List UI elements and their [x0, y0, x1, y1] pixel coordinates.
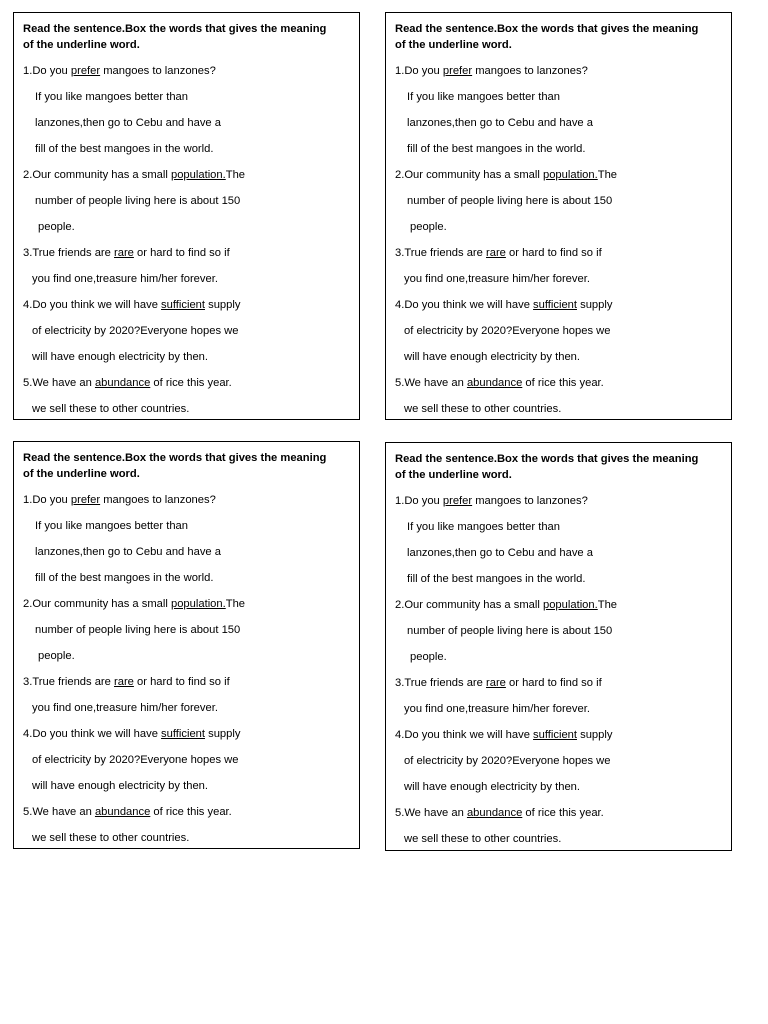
question-1: [395, 488, 731, 592]
question-5: [23, 799, 359, 851]
question-4-line-3: will have enough electricity by then.: [404, 781, 580, 793]
question-1-line-2: If you like mangoes better than: [35, 520, 188, 532]
question-2: [23, 162, 359, 240]
question-4: [395, 722, 731, 800]
question-1-line-4: fill of the best mangoes in the world.: [35, 572, 214, 584]
question-2-line-1: 2.Our community has a small population.The: [395, 169, 618, 181]
question-2-line-2: number of people living here is about 150: [35, 624, 241, 636]
question-1: [23, 487, 359, 591]
question-3: [395, 240, 731, 292]
instruction-line-2: of the underline word.: [395, 39, 512, 51]
worksheet-card-bottom-right: [385, 442, 732, 851]
underlined-word-population: population.: [542, 599, 598, 611]
underlined-word-abundance: abundance: [94, 377, 151, 389]
question-5-line-2: we sell these to other countries.: [32, 832, 190, 844]
underlined-word-prefer: prefer: [442, 495, 473, 507]
underlined-word-rare: rare: [114, 247, 134, 259]
question-5-line-2: we sell these to other countries.: [404, 833, 562, 845]
instruction-line-1: Read the sentence.Box the words that gives the meaning: [23, 452, 327, 464]
question-1-line-3: lanzones,then go to Cebu and have a: [35, 117, 221, 129]
question-5: [395, 370, 731, 422]
underlined-word-population: population.: [542, 169, 598, 181]
question-5-line-1: 5.We have an abundance of rice this year.: [395, 807, 604, 819]
question-1-line-4: fill of the best mangoes in the world.: [407, 143, 586, 155]
question-3-line-2: you find one,treasure him/her forever.: [32, 273, 218, 285]
underlined-word-sufficient: sufficient: [533, 299, 577, 311]
underlined-word-abundance: abundance: [466, 807, 523, 819]
question-1-line-2: If you like mangoes better than: [407, 521, 560, 533]
question-1-line-4: fill of the best mangoes in the world.: [407, 573, 586, 585]
question-1-line-3: lanzones,then go to Cebu and have a: [407, 117, 593, 129]
question-2-line-3: people.: [410, 221, 447, 233]
question-5-line-1: 5.We have an abundance of rice this year.: [23, 377, 232, 389]
underlined-word-rare: rare: [486, 247, 506, 259]
question-1-line-3: lanzones,then go to Cebu and have a: [35, 546, 221, 558]
question-4-line-2: of electricity by 2020?Everyone hopes we: [404, 755, 611, 767]
underlined-word-rare: rare: [486, 677, 506, 689]
question-1-line-1: 1.Do you prefer mangoes to lanzones?: [395, 495, 588, 507]
question-4: [23, 721, 359, 799]
question-4-line-2: of electricity by 2020?Everyone hopes we: [404, 325, 611, 337]
question-4: [23, 292, 359, 370]
instruction-line-2: of the underline word.: [23, 468, 140, 480]
question-1-line-1: 1.Do you prefer mangoes to lanzones?: [23, 65, 216, 77]
question-2-line-2: number of people living here is about 150: [407, 195, 613, 207]
underlined-word-prefer: prefer: [70, 65, 101, 77]
question-4-line-2: of electricity by 2020?Everyone hopes we: [32, 754, 239, 766]
question-2-line-3: people.: [410, 651, 447, 663]
worksheet-card-top-left: [13, 12, 360, 420]
question-1-line-4: fill of the best mangoes in the world.: [35, 143, 214, 155]
question-1-line-1: 1.Do you prefer mangoes to lanzones?: [395, 65, 588, 77]
question-3-line-2: you find one,treasure him/her forever.: [404, 703, 590, 715]
underlined-word-population: population.: [170, 169, 226, 181]
question-1-line-2: If you like mangoes better than: [407, 91, 560, 103]
question-4-line-3: will have enough electricity by then.: [32, 780, 208, 792]
underlined-word-abundance: abundance: [466, 377, 523, 389]
worksheet-card-bottom-left: [13, 441, 360, 849]
question-2: [395, 592, 731, 670]
instruction-line-2: of the underline word.: [23, 39, 140, 51]
question-5-line-1: 5.We have an abundance of rice this year.: [23, 806, 232, 818]
underlined-word-sufficient: sufficient: [161, 728, 205, 740]
question-4-line-1: 4.Do you think we will have sufficient supply: [395, 299, 613, 311]
question-4-line-3: will have enough electricity by then.: [32, 351, 208, 363]
question-2-line-2: number of people living here is about 150: [407, 625, 613, 637]
question-5-line-1: 5.We have an abundance of rice this year.: [395, 377, 604, 389]
question-4-line-2: of electricity by 2020?Everyone hopes we: [32, 325, 239, 337]
underlined-word-abundance: abundance: [94, 806, 151, 818]
question-5-line-2: we sell these to other countries.: [404, 403, 562, 415]
question-3-line-1: 3.True friends are rare or hard to find so if: [23, 247, 230, 259]
underlined-word-prefer: prefer: [442, 65, 473, 77]
question-1-line-3: lanzones,then go to Cebu and have a: [407, 547, 593, 559]
question-2-line-2: number of people living here is about 150: [35, 195, 241, 207]
question-4-line-1: 4.Do you think we will have sufficient supply: [23, 299, 241, 311]
instruction-line-1: Read the sentence.Box the words that gives the meaning: [395, 23, 699, 35]
underlined-word-prefer: prefer: [70, 494, 101, 506]
question-1-line-1: 1.Do you prefer mangoes to lanzones?: [23, 494, 216, 506]
question-2: [23, 591, 359, 669]
instruction-line-1: Read the sentence.Box the words that gives the meaning: [23, 23, 327, 35]
question-4: [395, 292, 731, 370]
question-2-line-3: people.: [38, 221, 75, 233]
question-1: [395, 58, 731, 162]
question-1: [23, 58, 359, 162]
underlined-word-sufficient: sufficient: [161, 299, 205, 311]
question-3: [23, 669, 359, 721]
question-3-line-2: you find one,treasure him/her forever.: [32, 702, 218, 714]
question-4-line-1: 4.Do you think we will have sufficient supply: [395, 729, 613, 741]
question-3: [395, 670, 731, 722]
instruction-line-2: of the underline word.: [395, 469, 512, 481]
underlined-word-rare: rare: [114, 676, 134, 688]
question-3-line-1: 3.True friends are rare or hard to find so if: [23, 676, 230, 688]
question-2: [395, 162, 731, 240]
question-2-line-1: 2.Our community has a small population.The: [23, 169, 246, 181]
question-3-line-1: 3.True friends are rare or hard to find so if: [395, 677, 602, 689]
underlined-word-sufficient: sufficient: [533, 729, 577, 741]
question-4-line-3: will have enough electricity by then.: [404, 351, 580, 363]
underlined-word-population: population.: [170, 598, 226, 610]
question-2-line-3: people.: [38, 650, 75, 662]
instruction-line-1: Read the sentence.Box the words that gives the meaning: [395, 453, 699, 465]
question-4-line-1: 4.Do you think we will have sufficient supply: [23, 728, 241, 740]
question-2-line-1: 2.Our community has a small population.The: [395, 599, 618, 611]
question-3: [23, 240, 359, 292]
question-5-line-2: we sell these to other countries.: [32, 403, 190, 415]
question-3-line-2: you find one,treasure him/her forever.: [404, 273, 590, 285]
question-5: [23, 370, 359, 422]
question-2-line-1: 2.Our community has a small population.The: [23, 598, 246, 610]
question-5: [395, 800, 731, 852]
worksheet-card-top-right: [385, 12, 732, 420]
question-1-line-2: If you like mangoes better than: [35, 91, 188, 103]
question-3-line-1: 3.True friends are rare or hard to find so if: [395, 247, 602, 259]
